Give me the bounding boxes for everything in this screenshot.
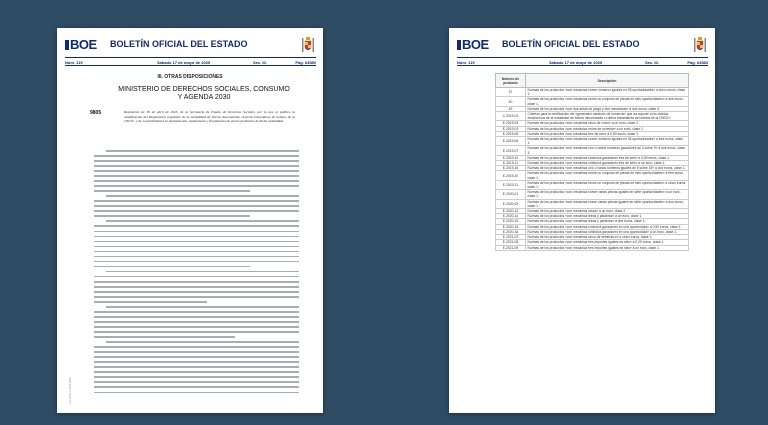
- text-line: [94, 371, 299, 373]
- document-page-right: [449, 28, 715, 413]
- product-number: E-2019-06: [496, 137, 526, 146]
- text-line: [94, 180, 299, 182]
- page-number: Pág. 64580: [295, 60, 316, 65]
- text-line: [106, 195, 299, 197]
- text-line: [94, 386, 299, 388]
- product-description: Normas de los productos «con mecánica símbolos ganadores tres de seis» a un euro, clase 1.: [526, 161, 689, 166]
- issue-date: Sábado 17 de mayo de 2025: [549, 60, 603, 65]
- text-line: [94, 160, 299, 162]
- table-header-row: [496, 74, 689, 88]
- text-line: [94, 185, 299, 187]
- issue-number: Núm. 119: [65, 60, 83, 65]
- product-number: E-2019-05: [496, 131, 526, 136]
- product-number: E-2020-12: [496, 209, 526, 214]
- text-line: [94, 236, 299, 238]
- product-description: Normas de los productos «con mecánica tres de tres» a 0,50 euros, clase 1.: [526, 131, 689, 136]
- text-line: [94, 266, 250, 268]
- disposition-number: 9805: [90, 110, 102, 116]
- product-description: Normas de los productos «con mecánica reúne de ochenta» a un euro, clase 1.: [526, 126, 689, 131]
- text-line: [94, 241, 299, 243]
- product-number: E-2019-20: [496, 171, 526, 180]
- text-line: [94, 351, 299, 353]
- section-label: Sec. III.: [645, 60, 659, 65]
- text-line: [94, 225, 299, 227]
- boe-logo: BOE: [65, 37, 97, 52]
- ministry-heading: MINISTERIO DE DERECHOS SOCIALES, CONSUMO Y AGENDA 2030: [118, 86, 290, 101]
- product-number: E-2021-08: [496, 240, 526, 245]
- table-row: [496, 97, 689, 106]
- product-number: E-2020-03: [496, 199, 526, 208]
- resolution-summary: Resolución de 30 de abril de 2025, de la Secretaría de Estado de Derechos Sociales, por la que se publica la modificación del Reglamento regulador de la modalidad de lotería denominada «Lotería instantánea de boletos de la ONCE» y de su publicidad a la implantación, lanzamiento y finalización de varios productos de dicha modalidad.: [124, 110, 295, 124]
- text-line: [94, 326, 299, 328]
- text-line: [94, 261, 299, 263]
- product-description: Normas de los productos «con mecánica nueve números iguales en 45 oportunidades» a tres euros, clase 1.: [526, 137, 689, 146]
- product-description: Criterios para la certificación del «generador aleatorio de números» que da soporte a los boletos electrónicos de la modalidad de lotería denominada «Lotería instantánea de boletos de la ONCE».: [526, 112, 689, 121]
- text-line: [94, 175, 299, 177]
- text-line: [94, 276, 299, 278]
- product-number: E-2019-04: [496, 126, 526, 131]
- text-line: [94, 286, 299, 288]
- product-description: Normas de los productos «con mecánica uno o varios números iguales de 5 sobre 15» a dos euros, clase 1.: [526, 166, 689, 171]
- product-number: E-2019-21: [496, 180, 526, 189]
- product-description: Normas de los productos «con mecánica símbolos ganadores en una oportunidad» a 0,50 euros, clase 1.: [526, 224, 689, 229]
- product-description: Normas de los productos «con mecánica reúne un conjunto de piezas en seis oportunidades» a tres euros, clase 1.: [526, 171, 689, 180]
- text-line: [94, 301, 207, 303]
- product-description: Normas de los productos «con mecánica rasca» a un euro, clase 2.: [526, 209, 689, 214]
- text-line: [94, 321, 299, 323]
- text-line: [94, 356, 299, 358]
- text-line: [94, 170, 299, 172]
- text-line: [94, 381, 299, 383]
- product-number: E-2019-03: [496, 121, 526, 126]
- issue-number: Núm. 119: [457, 60, 475, 65]
- bulletin-header: [65, 36, 316, 56]
- product-number: E-2021-09: [496, 245, 526, 250]
- text-line: [94, 205, 299, 207]
- table-row: [496, 146, 689, 155]
- table-row: [496, 190, 689, 199]
- product-number: E-2019-07: [496, 146, 526, 155]
- product-description: Normas de los productos «con mecánica tres importes iguales de seis» a 0,25 euros, clase 1.: [526, 240, 689, 245]
- bulletin-subheader: [457, 57, 708, 66]
- boe-logo: BOE: [457, 37, 489, 52]
- text-line: [106, 220, 299, 222]
- cve-code: cve: BOE-A-2025-9805: [69, 377, 72, 404]
- table-row: [496, 88, 689, 97]
- product-number: E-2020-01: [496, 190, 526, 199]
- product-number: 49: [496, 106, 526, 111]
- text-line: [94, 251, 299, 253]
- text-line: [94, 215, 250, 217]
- product-number: E-2019-16: [496, 166, 526, 171]
- product-number: E-2020-18: [496, 229, 526, 234]
- product-number: E-2020-14: [496, 214, 526, 219]
- table-row: [496, 137, 689, 146]
- product-description: Normas de los productos «con mecánica nueve varias piezas iguales en siete oportunidades» a un euro, clase 1.: [526, 190, 689, 199]
- text-line: [94, 231, 299, 233]
- text-line: [94, 311, 299, 313]
- product-description: Normas de los productos «con mecánica reúne un conjunto de piezas en seis oportunidades» a cinco euros, clase 1.: [526, 180, 689, 189]
- product-number: 40: [496, 97, 526, 106]
- column-header-number: Número de producto: [496, 74, 526, 88]
- text-line: [94, 246, 299, 248]
- text-line: [94, 392, 299, 394]
- product-description: Normas de los productos «con mecánica cinco de cinco» a un euro, clase 2.: [526, 121, 689, 126]
- table-row: [496, 245, 689, 250]
- text-line: [94, 256, 299, 258]
- text-line: [94, 200, 299, 202]
- text-line: [94, 361, 299, 363]
- text-line: [94, 376, 299, 378]
- product-number: E-2020-15: [496, 219, 526, 224]
- text-line: [94, 281, 299, 283]
- spain-coat-of-arms-icon: [693, 36, 707, 55]
- text-line: [94, 291, 299, 293]
- page-number: Pág. 64583: [687, 60, 708, 65]
- product-number: E-2019-10: [496, 155, 526, 160]
- text-line: [94, 346, 299, 348]
- bulletin-title: BOLETÍN OFICIAL DEL ESTADO: [110, 39, 248, 49]
- product-description: Normas de los productos «con mecánica letras y palabras» a un euro, clase 1.: [526, 214, 689, 219]
- text-line: [94, 190, 250, 192]
- document-page-left: [57, 28, 323, 413]
- body-text-block: [94, 150, 299, 397]
- text-line: [94, 366, 299, 368]
- product-number: C-2019-01: [496, 112, 526, 121]
- text-line: [106, 271, 299, 273]
- product-description: Normas de los productos «con mecánica letras y palabras» a dos euros, clase 1.: [526, 219, 689, 224]
- product-description: Normas de los productos «con mecánica nueve varias piezas iguales en siete oportunidades» a dos euros, clase 1.: [526, 199, 689, 208]
- product-description: Normas de los productos «con mecánica tres importes iguales de seis» a un euro, clase 1.: [526, 245, 689, 250]
- bulletin-header: [457, 36, 708, 56]
- product-description: Normas de los productos «con mecánica símbolos ganadores tres de seis» a 0,50 euros, clase 1.: [526, 155, 689, 160]
- product-number: E-2019-11: [496, 161, 526, 166]
- text-line: [106, 341, 299, 343]
- text-line: [94, 165, 299, 167]
- text-line: [94, 296, 299, 298]
- product-number: E-2021-02: [496, 235, 526, 240]
- product-description: Normas de los productos «con mecánica cinco de veinticinco» a cinco euros, clase 1.: [526, 235, 689, 240]
- spain-coat-of-arms-icon: [301, 36, 315, 55]
- product-description: Normas de los productos «con mecánica símbolos ganadores en una oportunidad» a un euro, clase 1.: [526, 229, 689, 234]
- products-table: [495, 73, 689, 251]
- text-line: [94, 316, 299, 318]
- bulletin-subheader: [65, 57, 316, 66]
- product-description: Normas de los productos «con mecánica reúne un conjunto de piezas en seis oportunidades» a dos euros, clase 1.: [526, 97, 689, 106]
- product-number: 37: [496, 88, 526, 97]
- text-line: [94, 331, 299, 333]
- text-line: [106, 150, 299, 152]
- table-row: [496, 171, 689, 180]
- product-description: Normas de los productos «con mecánica nueve números iguales en 45 oportunidades» a cinco euros, clase 1.: [526, 88, 689, 97]
- table-row: [496, 180, 689, 189]
- text-line: [94, 210, 299, 212]
- section-label: Sec. III.: [253, 60, 267, 65]
- text-line: [94, 155, 299, 157]
- bulletin-title: BOLETÍN OFICIAL DEL ESTADO: [502, 39, 640, 49]
- issue-date: Sábado 17 de mayo de 2025: [157, 60, 211, 65]
- product-description: Normas de los productos «con mecánica uno o varios números ganadores de 3 sobre 9» a dos euros, clase 3.: [526, 146, 689, 155]
- table-row: [496, 199, 689, 208]
- product-description: Normas de los productos «con dos áreas de juego y dos mecánicas» a dos euros, clase 5.: [526, 106, 689, 111]
- product-number: E-2020-16: [496, 224, 526, 229]
- column-header-description: Descripción: [526, 74, 689, 88]
- text-line: [94, 336, 235, 338]
- section-title: III. OTRAS DISPOSICIONES: [157, 74, 223, 80]
- table-row: [496, 112, 689, 121]
- text-line: [106, 306, 299, 308]
